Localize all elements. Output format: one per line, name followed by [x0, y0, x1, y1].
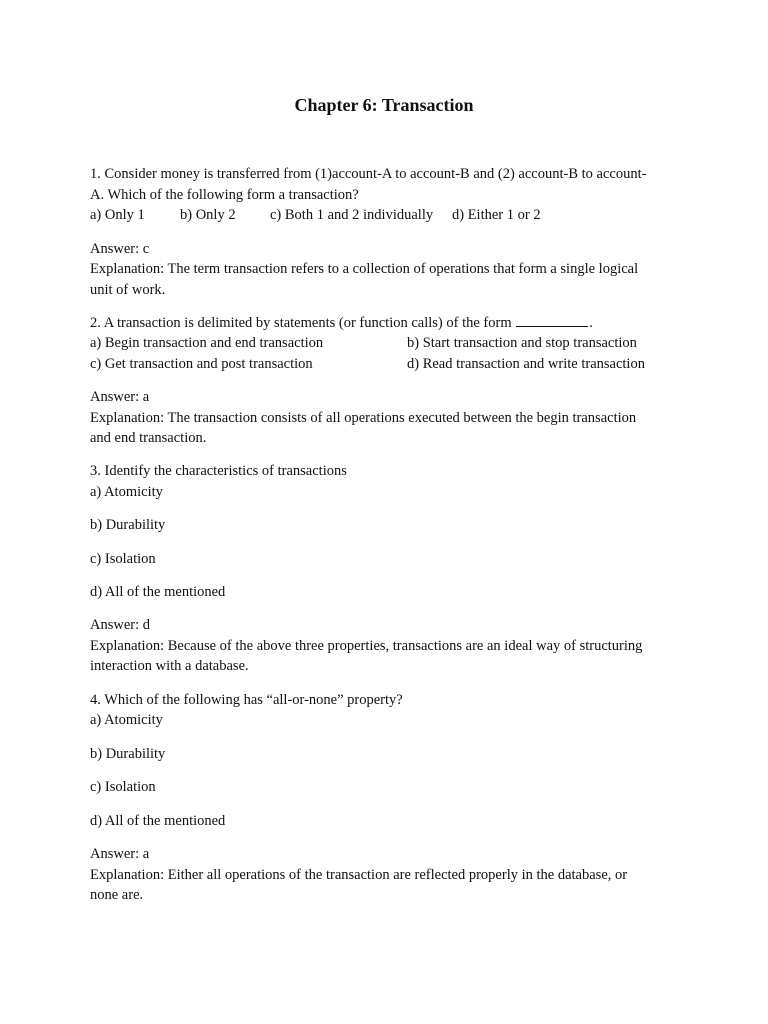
question-2-option-b: b) Start transaction and stop transaction	[407, 335, 637, 351]
question-3-answer: Answer: d	[90, 617, 151, 633]
question-4-explanation-line-2: none are.	[90, 887, 144, 903]
question-3-explanation-line-1: Explanation: Because of the above three properties, transactions are an ideal way of structuring	[90, 638, 643, 654]
question-2-text-prefix: 2. A transaction is delimited by statements (or function calls) of the form	[90, 315, 512, 331]
question-3-explanation-line-2: interaction with a database.	[90, 658, 249, 674]
question-1-option-c: c) Both 1 and 2 individually	[270, 207, 434, 223]
question-2-options-row-2	[90, 355, 680, 373]
question-4-option-c: c) Isolation	[90, 779, 156, 795]
question-1-option-a: a) Only 1	[90, 207, 145, 223]
question-4-answer: Answer: a	[90, 846, 150, 862]
question-4-option-a: a) Atomicity	[90, 712, 163, 728]
question-4-text: 4. Which of the following has “all-or-none” property?	[90, 692, 403, 708]
question-1-text-line-1: 1. Consider money is transferred from (1)account-A to account-B and (2) account-B to account-	[90, 166, 647, 182]
question-2-explanation-line-1: Explanation: The transaction consists of all operations executed between the begin transaction	[90, 410, 637, 426]
question-4-option-b: b) Durability	[90, 746, 166, 762]
question-1-option-d: d) Either 1 or 2	[452, 207, 541, 223]
question-3-text: 3. Identify the characteristics of transactions	[90, 463, 347, 479]
fill-in-blank	[516, 314, 588, 327]
question-2-options-row-1	[90, 334, 680, 352]
question-2-option-c: c) Get transaction and post transaction	[90, 356, 313, 372]
question-1-options	[90, 206, 541, 224]
question-2-option-d: d) Read transaction and write transaction	[407, 356, 645, 372]
question-2-option-a: a) Begin transaction and end transaction	[90, 335, 324, 351]
question-2-answer: Answer: a	[90, 389, 150, 405]
question-3-option-a: a) Atomicity	[90, 484, 163, 500]
question-2-explanation-line-2: and end transaction.	[90, 430, 207, 446]
question-1-explanation-line-1: Explanation: The term transaction refers to a collection of operations that form a single logical	[90, 261, 639, 277]
question-1-explanation-line-2: unit of work.	[90, 282, 166, 298]
question-3-option-b: b) Durability	[90, 517, 166, 533]
question-1-text-line-2: A. Which of the following form a transaction?	[90, 187, 359, 203]
question-1-option-b: b) Only 2	[180, 207, 236, 223]
question-4-explanation-line-1: Explanation: Either all operations of the transaction are reflected properly in the database, or	[90, 867, 628, 883]
question-4-option-d: d) All of the mentioned	[90, 813, 226, 829]
question-3-option-c: c) Isolation	[90, 551, 156, 567]
page-title: Chapter 6: Transaction	[294, 95, 474, 115]
question-3-option-d: d) All of the mentioned	[90, 584, 226, 600]
question-2-text	[90, 314, 593, 332]
question-1-answer: Answer: c	[90, 241, 150, 257]
question-2-text-suffix: .	[589, 315, 593, 331]
